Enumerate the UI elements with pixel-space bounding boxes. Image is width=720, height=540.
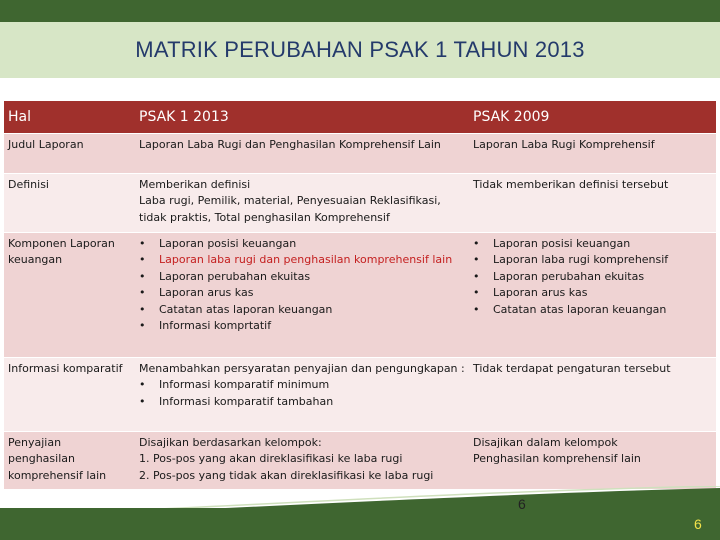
list-item: [139, 252, 465, 269]
bullet-icon: •: [473, 286, 480, 299]
bullet-icon: •: [139, 286, 146, 299]
cell-line: 1. Pos-pos yang akan direklasifikasi ke laba rugi: [139, 452, 403, 465]
bullet-icon: •: [139, 378, 146, 391]
table-header-row: [4, 101, 716, 133]
cell-psak-2009: Laporan Laba Rugi Komprehensif: [469, 133, 716, 173]
top-decor-strip: [0, 0, 720, 22]
list-item: • Catatan atas laporan keuangan: [473, 302, 712, 319]
bullet-icon: •: [473, 236, 480, 250]
page-number: 6: [518, 496, 526, 512]
list-item: • Laporan perubahan ekuitas: [139, 269, 465, 286]
header-hal: Hal: [4, 101, 135, 133]
table-row: [4, 173, 716, 232]
cell-hal: Informasi komparatif: [4, 357, 135, 431]
title-band: [0, 22, 720, 78]
slide-title: MATRIK PERUBAHAN PSAK 1 TAHUN 2013: [135, 37, 585, 62]
bullet-icon: •: [139, 302, 146, 316]
comparison-table: [4, 101, 716, 490]
bullet-icon: •: [139, 394, 146, 408]
cell-line: tidak praktis, Total penghasilan Komprehensif: [139, 210, 390, 224]
list-item: • Laporan posisi keuangan: [139, 236, 465, 253]
list-item: • Laporan laba rugi komprehensif: [473, 252, 712, 269]
cell-psak-2009: Tidak memberikan definisi tersebut: [469, 173, 716, 232]
list-item: • Laporan arus kas: [139, 285, 465, 302]
table-row: [4, 431, 716, 489]
cell-hal: Definisi: [4, 173, 135, 232]
bullet-icon: •: [473, 302, 480, 316]
table-row: [4, 232, 716, 357]
cell-hal: Penyajian penghasilan komprehensif lain: [4, 431, 135, 489]
bullet-list: [139, 236, 465, 335]
cell-line: 2. Pos-pos yang tidak akan direklasifikasi ke laba rugi: [139, 468, 434, 482]
cell-psak-2013: [135, 173, 469, 232]
list-item: • Laporan posisi keuangan: [473, 236, 712, 253]
cell-psak-2013: [135, 431, 469, 489]
bullet-icon: •: [139, 319, 146, 332]
cell-psak-2009: [469, 232, 716, 357]
list-item: • Catatan atas laporan keuangan: [139, 302, 465, 319]
highlighted-item: Laporan laba rugi dan penghasilan komprehensif lain: [159, 253, 453, 266]
bullet-icon: •: [473, 253, 480, 266]
header-psak-2013: PSAK 1 2013: [135, 101, 469, 133]
cell-hal: Judul Laporan: [4, 133, 135, 173]
table-row: [4, 133, 716, 173]
cell-line: Laba rugi, Pemilik, material, Penyesuaian Reklasifikasi,: [139, 194, 441, 207]
cell-line: Penghasilan komprehensif lain: [473, 452, 641, 465]
list-item: • Informasi komparatif tambahan: [139, 394, 465, 411]
table-row: [4, 357, 716, 431]
list-item: • Informasi komprtatif: [139, 318, 465, 335]
bullet-list: [473, 236, 712, 319]
cell-line: Disajikan dalam kelompok: [473, 435, 618, 449]
bullet-icon: •: [139, 269, 146, 283]
bullet-icon: •: [139, 253, 146, 266]
corner-slide-number: 6: [694, 516, 702, 532]
list-item: • Informasi komparatif minimum: [139, 377, 465, 394]
bullet-icon: •: [473, 269, 480, 283]
list-item: • Laporan arus kas: [473, 285, 712, 302]
cell-hal: Komponen Laporan keuangan: [4, 232, 135, 357]
cell-line: Memberikan definisi: [139, 177, 251, 191]
cell-psak-2013: Laporan Laba Rugi dan Penghasilan Komprehensif Lain: [135, 133, 469, 173]
list-item: • Laporan perubahan ekuitas: [473, 269, 712, 286]
bullet-icon: •: [139, 236, 146, 250]
header-psak-2009: PSAK 2009: [469, 101, 716, 133]
cell-psak-2009: [469, 431, 716, 489]
cell-psak-2013: [135, 232, 469, 357]
cell-psak-2009: Tidak terdapat pengaturan tersebut: [469, 357, 716, 431]
cell-intro: Menambahkan persyaratan penyajian dan pengungkapan :: [139, 361, 465, 375]
cell-psak-2013: [135, 357, 469, 431]
bullet-list: [139, 377, 465, 410]
cell-line: Disajikan berdasarkan kelompok:: [139, 435, 322, 449]
bottom-decor-strip: [0, 508, 720, 540]
